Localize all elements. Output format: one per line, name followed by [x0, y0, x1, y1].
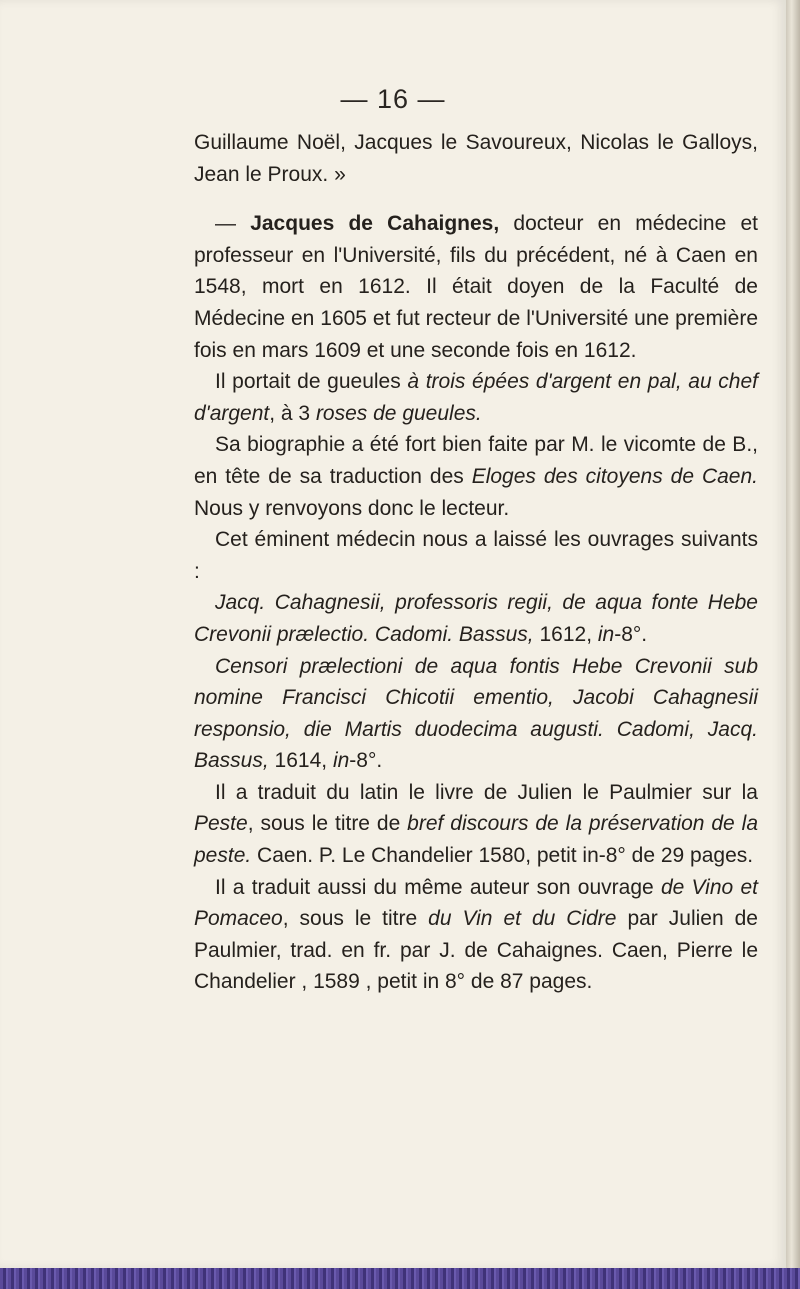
text-run: , sous le titre de	[247, 812, 408, 836]
text-run: par Julien de Paulmier, trad. en fr. par J. de Cahaignes. Caen, Pierre le Chandelier , 1589 , petit in 8° de 87 pages.	[194, 907, 758, 994]
paragraph-1: Guillaume Noël, Jacques le Savoureux, Nicolas le Galloys, Jean le Proux. »	[194, 131, 758, 186]
italic-run: Eloges des citoyens de Caen.	[471, 464, 758, 488]
paragraph-2	[194, 208, 758, 366]
paragraph-4	[194, 429, 758, 524]
italic-run: Peste	[194, 812, 248, 836]
text-run: -8°.	[614, 622, 648, 646]
text-run: Nous y renvoyons donc le lecteur.	[194, 496, 510, 520]
paragraph-3	[194, 366, 758, 429]
italic-run: à trois épées d'argent en pal, au chef d'argent	[194, 370, 758, 425]
text-run: , sous le titre	[282, 907, 429, 931]
text-run: -8°.	[349, 749, 383, 773]
italic-run: de Vino et Pomaceo	[194, 875, 758, 931]
text-run: 1614,	[268, 749, 333, 773]
entry-name: Jacques de Cahaignes,	[250, 212, 500, 236]
italic-run: roses de gueules.	[315, 401, 482, 425]
italic-run: in	[597, 622, 615, 646]
text-run: Il a traduit du latin le livre de Julien le Paulmier sur la	[215, 780, 758, 804]
italic-run: Jacq. Cahagnesii, professoris regii, de aqua fonte Hebe Crevonii prælectio. Cadomi. Bassus,	[194, 591, 758, 646]
text-run: Caen. P. Le Chandelier 1580, petit in-8° de 29 pages.	[251, 844, 754, 868]
text-run: , à 3	[269, 401, 316, 425]
paragraph-7	[194, 651, 758, 777]
italic-run: bref discours de la préservation de la peste.	[194, 812, 758, 868]
text-run: Sa biographie a été fort bien faite par M. le vicomte de B., en tête de sa traduction des	[194, 433, 758, 488]
page-edge	[786, 0, 800, 1268]
paragraph-8	[194, 777, 758, 872]
page-number: — 16 —	[340, 84, 446, 114]
text-run: 1612,	[533, 622, 598, 646]
bottom-border	[0, 1268, 800, 1289]
paragraph-9	[194, 872, 758, 998]
entry-text: docteur en médecine et professeur en l'Université, fils du précédent, né à Caen en 1548, mort en 1612. Il était doyen de la Faculté de Médecine en 1605 et fut recteur de l'Université une première fois en mars 1609 et une seconde fois en 1612.	[194, 212, 758, 362]
italic-run: in	[332, 749, 350, 773]
paragraph-5: Cet éminent médecin nous a laissé les ouvrages suivants :	[194, 528, 758, 583]
italic-run: Censori prælectioni de aqua fontis Hebe Crevonii sub nomine Francisci Chicotii ementio, Jacobi Cahagnesii responsio, die Martis duodecima augusti. Cadomi, Jacq. Bassus,	[194, 654, 758, 773]
text-run: Il portait de gueules	[215, 370, 408, 394]
paragraph-6	[194, 587, 758, 650]
dash: —	[215, 212, 251, 236]
body-text	[194, 127, 758, 998]
text-run: Il a traduit aussi du même auteur son ouvrage	[215, 875, 661, 899]
italic-run: du Vin et du Cidre	[428, 907, 617, 931]
